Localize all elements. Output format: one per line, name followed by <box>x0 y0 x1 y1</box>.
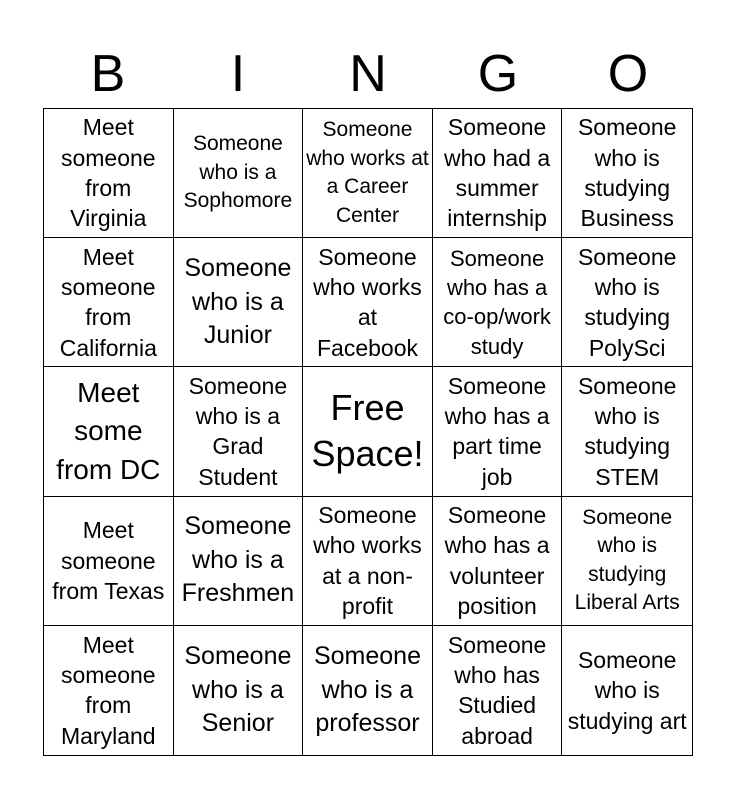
bingo-cell-r2c2[interactable] <box>174 238 304 367</box>
bingo-cell-r1c4[interactable] <box>433 109 563 238</box>
bingo-cell-text: Someone who is a professor <box>313 642 421 738</box>
bingo-cell-text: Someone who has a volunteer position <box>444 501 550 620</box>
bingo-header <box>43 40 693 108</box>
bingo-cell-r1c1[interactable] <box>44 109 174 238</box>
bingo-cell-r5c4[interactable] <box>433 626 563 755</box>
bingo-cell-r3c4[interactable] <box>433 367 563 496</box>
bingo-cell-text: Someone who is a Sophomore <box>183 132 293 213</box>
header-letter-g: G <box>477 45 519 103</box>
bingo-cell-text: Meet someone from Texas <box>52 517 165 604</box>
bingo-cell-r4c4[interactable] <box>433 497 563 626</box>
bingo-cell-r5c3[interactable] <box>303 626 433 755</box>
bingo-cell-text: Someone who has a co-op/work study <box>443 245 551 359</box>
bingo-cell-r4c1[interactable] <box>44 497 174 626</box>
bingo-cell-text: Someone who is studying art <box>567 646 687 734</box>
bingo-cell-r2c5[interactable] <box>562 238 692 367</box>
bingo-cell-r4c5[interactable] <box>562 497 692 626</box>
bingo-cell-text: Someone who is studying STEM <box>577 372 677 490</box>
bingo-cell-text: Someone who is a Senior <box>184 642 292 738</box>
bingo-cell-r2c1[interactable] <box>44 238 174 367</box>
bingo-cell-r4c2[interactable] <box>174 497 304 626</box>
bingo-cell-r3c1[interactable] <box>44 367 174 496</box>
bingo-cell-r1c2[interactable] <box>174 109 304 238</box>
bingo-cell-text: Someone who is a Grad Student <box>188 372 288 490</box>
bingo-cell-text: Meet some from DC <box>56 376 161 485</box>
bingo-cell-text: Someone who is studying Liberal Arts <box>574 505 680 615</box>
header-letter-n: N <box>349 45 387 103</box>
bingo-cell-text: Someone who is a Freshmen <box>181 512 295 608</box>
bingo-cell-r5c2[interactable] <box>174 626 304 755</box>
header-letter-i: I <box>230 45 246 103</box>
bingo-cell-text: Someone who has a part time job <box>444 372 550 490</box>
bingo-cell-r2c3[interactable] <box>303 238 433 367</box>
bingo-cell-text: Free Space! <box>311 387 424 475</box>
bingo-cell-r4c3[interactable] <box>303 497 433 626</box>
bingo-cell-text: Meet someone from Maryland <box>60 631 156 749</box>
bingo-cell-text: Someone who is a Junior <box>184 254 292 350</box>
bingo-cell-text: Someone who works at a Career Center <box>306 118 429 227</box>
bingo-cell-r1c5[interactable] <box>562 109 692 238</box>
bingo-cell-text: Someone who works at Facebook <box>313 243 422 361</box>
bingo-cell-text: Someone who has Studied abroad <box>447 631 547 749</box>
bingo-cell-r1c3[interactable] <box>303 109 433 238</box>
bingo-cell-text: Someone who works at a non-profit <box>313 501 422 620</box>
bingo-cell-r3c5[interactable] <box>562 367 692 496</box>
bingo-board <box>43 108 693 756</box>
bingo-cell-r2c4[interactable] <box>433 238 563 367</box>
header-letter-o: O <box>607 45 649 103</box>
bingo-cell-text: Meet someone from California <box>59 243 157 361</box>
bingo-cell-r3c2[interactable] <box>174 367 304 496</box>
bingo-cell-text: Someone who had a summer internship <box>444 114 551 232</box>
bingo-cell-r5c1[interactable] <box>44 626 174 755</box>
bingo-cell-text: Someone who is studying Business <box>577 114 677 232</box>
bingo-cell-free-space[interactable] <box>303 367 433 496</box>
header-letter-b: B <box>90 45 126 103</box>
bingo-cell-text: Meet someone from Virginia <box>60 114 156 232</box>
bingo-cell-text: Someone who is studying PolySci <box>577 243 677 361</box>
bingo-cell-r5c5[interactable] <box>562 626 692 755</box>
